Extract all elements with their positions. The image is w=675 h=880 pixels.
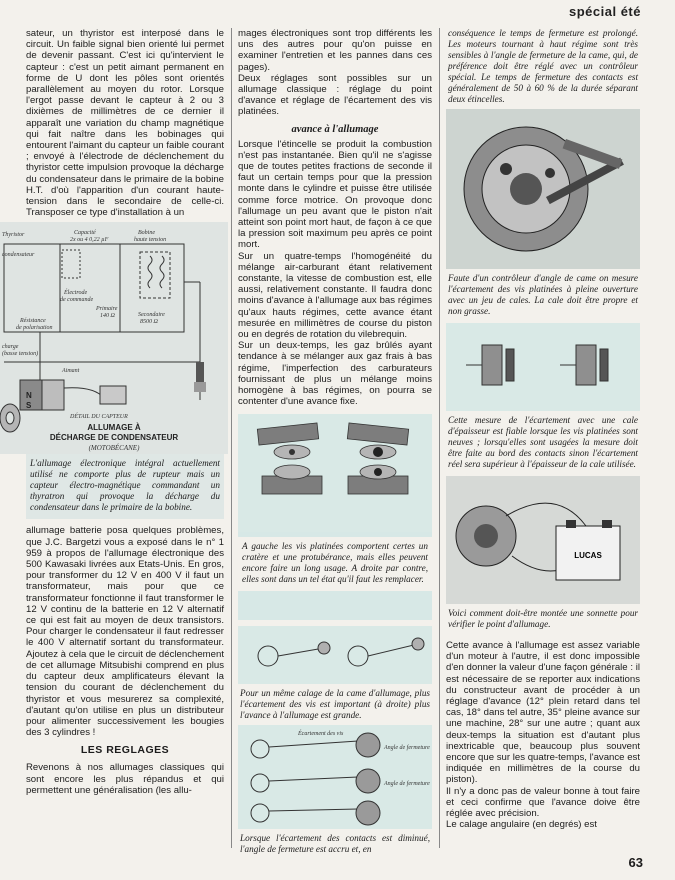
subheading: avance à l'allumage (291, 123, 379, 135)
paragraph: mages électroniques sont trop différents les uns des autres pour qu'on puisse en examiner l'entretien et les pannes dans ces pages). (238, 28, 432, 73)
section-title: LES REGLAGES (80, 744, 170, 757)
label-secondaire-value: 8500 Ω (140, 319, 158, 326)
label-dwell-2: Angle de fermeture (384, 780, 430, 787)
page-number: 63 (628, 855, 643, 870)
label-resistance: Résistance (20, 318, 46, 325)
figure-caption: A gauche les vis platinées comportent certes un cratère et une protubérance, mais elles peuvent encore faire un long usage. A droite par contre, elles sont dans un tel état qu'il faut les remplacer. (242, 540, 428, 584)
label-resistance-sub: de polarisation (16, 325, 53, 332)
label-primaire-value: 140 Ω (100, 313, 115, 320)
column-divider (439, 28, 440, 848)
paragraph: allumage batterie posa quelques problèmes, que J.C. Bargetzi vous a exposé dans le n° 1 959 à propos de l'allumage électronique des 500 Kawasaki livrées aux Etats-Unis. En gros, pour transformer du 12 V en 400 V il faut un transformateur, mais pour que ce transformateur fonctionne il faut transformer le 12 V continu de la batterie en 12 V alternatif ce qui est fait au moyen de deux transistors. Pour charger le condensateur il faut redresser le 400 V alternatif sortant du transformateur. Ajoutez à cela que le circuit de déclenchement de cet allumage Mitsubishi comprend en plus du capteur deux amplificateurs élevant la tension du courant de déclenchement du thyristor et vous mesurerez sa complexité, d'autant qu'on utilise en plus un distributeur pour alimenter successivement les bougies des 3 cylindres ! (26, 525, 224, 739)
figure-title-line2: DÉCHARGE DE CONDENSATEUR (49, 433, 179, 443)
paragraph: Revenons à nos allumages classiques qui sont encore les plus répandus et qui permettent une généralisation (les allu- (26, 762, 224, 796)
dwell-angle-diagram (238, 725, 432, 829)
paragraph: Lorsque l'étincelle se produit la combustion n'est pas instantanée. Bien qu'il ne s'agisse que de toutes petites fractions de seconde il faut un certain temps pour que la pression monte dans le cylindre et puisse être utilisée comme force motrice. On provoque donc l'allumage un peu avant que le piston n'ait atteint son point mort haut, de façon à ce que la pression soit maximum peu après ce point mort. (238, 138, 432, 251)
caption-box (446, 411, 640, 476)
figure-title-line1: ALLUMAGE À (87, 423, 141, 433)
column-2 (238, 28, 432, 859)
figure-caption: Lorsque l'écartement des contacts est diminué, l'angle de fermeture est accru et, en (240, 832, 430, 854)
label-electrode-sub: de commande (60, 297, 94, 304)
column-divider (231, 28, 232, 848)
paragraph: Cette avance à l'allumage est assez variable d'un moteur à l'autre, il est donc impossible d'en donner la valeur d'une façon générale : il est nécessaire de se reporter aux indications du constructeur avant de procéder à un réglage d'avance (12° plein retard dans tel cas, 18° dans tel autre, 35° pleine avance sur une machine, 28° sur une autre ; quant aux deux-temps la situation est d'autant plus inextricable que, beaucoup plus souvent encore que sur les quatre-temps, l'avance est indiquée en millimètres de la course du piston). (446, 640, 640, 786)
paragraph: Le calage angulaire (en degrés) est (446, 819, 597, 831)
label-s: S (26, 401, 32, 411)
gap-measure-figure (446, 323, 640, 411)
column-3 (446, 28, 640, 830)
figure-caption: L'allumage électronique intégral actuellement utilisé ne comporte plus de rupteur mais un capteur électro-magnétique commandant un thyratron qui provoque la décharge du condensateur dans le primaire de la bobine. (30, 458, 220, 513)
magneto-photo (446, 109, 640, 269)
label-capacite: Capacité (74, 230, 96, 237)
contact-points-figure (238, 414, 432, 620)
caption-box (446, 269, 640, 323)
label-capacite-value: 2x ou 4 0,22 µF (70, 237, 109, 244)
label-gap: Écartement des vis (298, 730, 344, 737)
figure-caption: Faute d'un contrôleur d'angle de came on mesure l'écartement des vis platinées à pleine ouverture avec un jeu de cales. La cale doit être propre et non grasse. (448, 273, 638, 316)
dwell-angle-figure (238, 725, 432, 829)
label-charge: charge (2, 344, 19, 351)
battery-test-photo (446, 476, 640, 604)
section-header: spécial été (569, 4, 641, 19)
label-n: N (26, 391, 32, 401)
figure-caption: Voici comment doit-être montée une sonnette pour vérifier le point d'allumage. (448, 608, 638, 629)
label-detail: DÉTAIL DU CAPTEUR (70, 414, 128, 421)
label-thyristor: Thyristor (2, 232, 25, 239)
label-dwell-1: Angle de fermeture (384, 744, 430, 751)
paragraph: Il n'y a donc pas de valeur bonne à tout faire et ceci confirme que l'avance doive être réglée avec précision. (446, 785, 640, 820)
caption-text: conséquence le temps de fermeture est prolongé. Les moteurs tournant à haut régime sont très sensibles à l'angle de fermeture de la came, qui, de préférence doit être réglé avec un contrôleur spécial. Le temps de fermeture des contacts est généralement de 50 à 60 % de la durée séparant deux étincelles. (448, 28, 638, 104)
figure-caption: Cette mesure de l'écartement avec une cale d'épaisseur est fiable lorsque les vis platinées sont neuves ; lorsqu'elles sont usagées la mesure doit être faite au bord des contacts sinon l'écartement réel sera supérieur à l'épaisseur de la cale utilisée. (448, 415, 638, 469)
label-primaire: Primaire (96, 306, 118, 313)
paragraph: Deux réglages sont possibles sur un allumage classique : réglage du point d'avance et réglage de l'écartement des vis platinées. (238, 72, 432, 118)
figure-caption: Pour un même calage de la came d'allumage, plus l'écartement des vis est important (à droite) plus l'avance à l'allumage est grande. (240, 687, 430, 720)
test-lamp-photo (446, 476, 640, 604)
label-secondaire: Secondaire (138, 312, 165, 319)
gap-measure-diagram (446, 323, 640, 411)
label-charge-sub: (basse tension) (2, 351, 39, 358)
figure-caption-box (26, 454, 224, 519)
cam-gap-diagram (238, 626, 432, 684)
caption-box (446, 28, 640, 109)
label-condensateur: condensateur (2, 252, 35, 259)
label-bobine-sub: haute tension (134, 237, 167, 244)
figure-title-line3: (MOTOBÉCANE) (88, 444, 140, 453)
contact-points-photo (238, 414, 432, 532)
column-1 (2, 28, 224, 796)
caption-box (238, 829, 432, 859)
capacitor-discharge-schematic (0, 222, 228, 454)
feeler-gauge-photo (446, 109, 640, 269)
ignition-schematic-figure (0, 222, 228, 454)
paragraph: Sur un deux-temps, les gaz brûlés ayant tendance à se mélanger aux gaz frais à bas régime, l'imperfection des carburateurs fournissant de plus un mélange moins homogène à bas régimes, on pourra se contenter d'une avance fixe. (238, 340, 432, 408)
paragraph: Sur un quatre-temps l'homogénéité du mélange air-carburant étant relativement constante, la vitesse de combustion est, elle aussi, relativement constante. Il faudra donc moins d'avance à l'allumage aux bas régimes qu'aux hauts régimes, cette avance étant mesurée en millimètres de course du piston ou en degrés de rotation du vilebrequin. (238, 250, 432, 341)
caption-box (446, 604, 640, 640)
label-bobine: Bobine (138, 230, 155, 237)
label-electrode: Électrode (64, 290, 88, 297)
paragraph: sateur, un thyristor est interposé dans le circuit. Un faible signal bien orienté lui permet de devenir passant. C'est ici qu'intervient le capteur : c'est un petit aimant permanent en forme de U dont les pôles sont orientés parallèlement au moyen du rotor. Lorsque l'ergot passe devant le capteur à 2 ou 3 dixièmes de millimètres de ce dernier il apparaît une variation du champ magnétique qui fait naître dans les bobinages qui entourent l'aimant du capteur un faible courant ; envoyé à l'électrode de déclenchement du thyristor cette impulsion provoque la décharge du condensateur dans le primaire de la bobine H.T. d'où l'apparition d'un courant haute-tension dans le secondaire de celle-ci. Transposer ce type d'installation à un (26, 28, 224, 219)
battery-brand: LUCAS (574, 551, 602, 560)
caption-box (238, 684, 432, 725)
label-aimant: Aimant (62, 368, 80, 375)
cam-diagram-figure (238, 626, 432, 684)
